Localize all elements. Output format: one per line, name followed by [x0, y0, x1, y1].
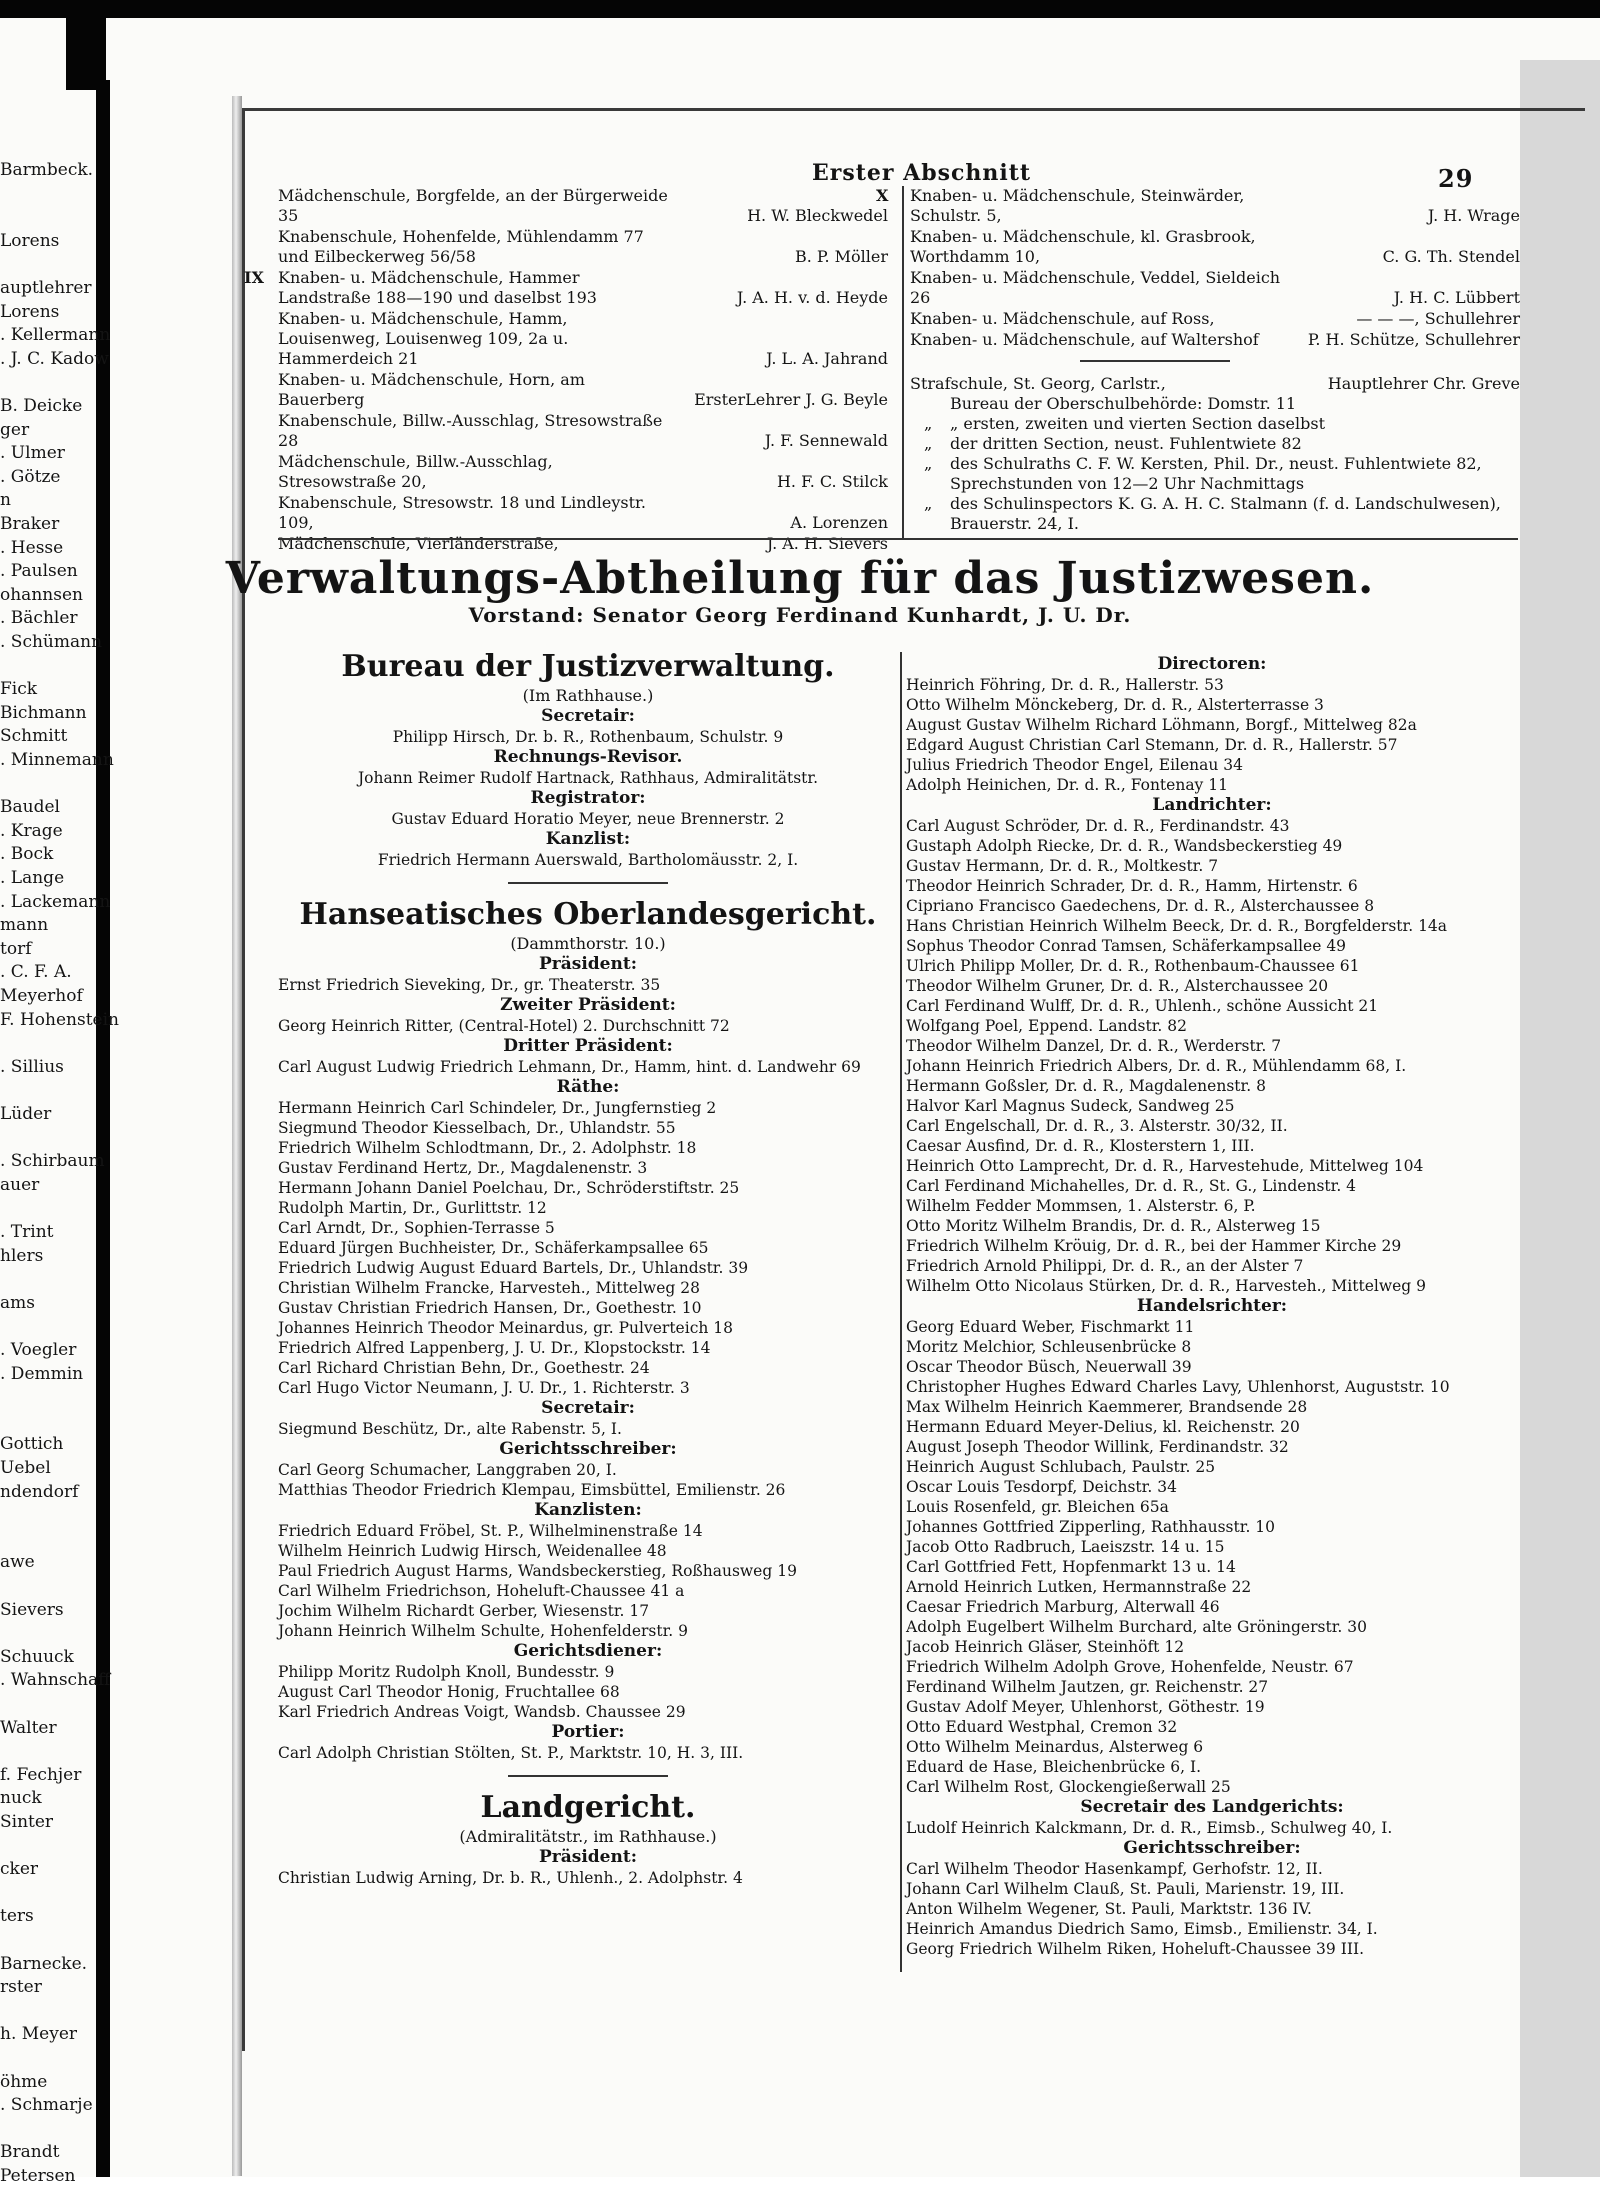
- strip-line: . Götze: [0, 466, 61, 487]
- person-entry: Friedrich Wilhelm Kröuig, Dr. d. R., bei der Hammer Kirche 29: [906, 1237, 1402, 1255]
- strip-line: . Ulmer: [0, 443, 65, 464]
- strip-line: . Minnemann: [0, 750, 114, 770]
- school-name: Knaben- u. Mädchenschule, Hammer Landstraße 188—190 und daselbst 193: [278, 268, 597, 307]
- person-entry: August Carl Theodor Honig, Fruchtallee 68: [278, 1683, 620, 1701]
- strip-line: Brandt: [0, 2142, 60, 2163]
- strip-line: rster: [0, 1977, 42, 1998]
- strip-line: h. Meyer: [0, 2024, 78, 2045]
- left-page-strip: [0, 160, 190, 2186]
- person-entry: Carl Ferdinand Wulff, Dr. d. R., Uhlenh., schöne Aussicht 21: [906, 997, 1379, 1015]
- person-entry: Johann Reimer Rudolf Hartnack, Rathhaus, Admiralitätstr.: [357, 769, 819, 787]
- person-entry: Johann Heinrich Wilhelm Schulte, Hohenfelderstr. 9: [278, 1622, 689, 1640]
- person-entry: Friedrich Wilhelm Schlodtmann, Dr., 2. Adolphstr. 18: [278, 1139, 697, 1157]
- school-entry: [278, 534, 888, 554]
- person-entry: Johannes Heinrich Theodor Meinardus, gr. Pulverteich 18: [278, 1319, 734, 1337]
- person-entry: Ferdinand Wilhelm Jautzen, gr. Reichenstr. 27: [906, 1678, 1269, 1696]
- strip-line: ger: [0, 419, 30, 440]
- person-entry: Carl August Ludwig Friedrich Lehmann, Dr., Hamm, hint. d. Landwehr 69: [278, 1058, 861, 1076]
- strip-line: öhme: [0, 2071, 48, 2092]
- person-entry: Louis Rosenfeld, gr. Bleichen 65a: [906, 1498, 1169, 1516]
- school-name: Knaben- u. Mädchenschule, Horn, am Bauerberg: [278, 370, 585, 409]
- person-entry: Hermann Johann Daniel Poelchau, Dr., Schröderstiftstr. 25: [278, 1179, 740, 1197]
- strip-line: Walter: [0, 1717, 57, 1738]
- person-entry: Georg Heinrich Ritter, (Central-Hotel) 2. Durchschnitt 72: [278, 1017, 730, 1035]
- strip-line: ams: [0, 1292, 35, 1313]
- strafschule-name: Strafschule, St. Georg, Carlstr.,: [910, 374, 1166, 393]
- strip-line: ndendorf: [0, 1481, 79, 1502]
- role-heading: Präsident:: [539, 1847, 637, 1867]
- divider: [508, 1775, 668, 1777]
- school-list-left: [244, 186, 888, 555]
- person-entry: Carl Richard Christian Behn, Dr., Goethestr. 24: [278, 1359, 650, 1377]
- bureau-text: des Schulinspectors K. G. A. H. C. Stalmann (f. d. Landschulwesen), Brauerstr. 24, I.: [950, 494, 1501, 533]
- strip-line: . Kellermann: [0, 325, 111, 346]
- person-entry: Gustav Eduard Horatio Meyer, neue Brennerstr. 2: [391, 810, 785, 828]
- strip-line: ters: [0, 1906, 34, 1927]
- person-entry: Philipp Moritz Rudolph Knoll, Bundesstr. 9: [278, 1663, 615, 1681]
- person-entry: Oscar Louis Tesdorpf, Deichstr. 34: [906, 1478, 1177, 1496]
- person-entry: Paul Friedrich August Harms, Wandsbeckerstieg, Roßhausweg 19: [278, 1562, 797, 1580]
- person-entry: Wolfgang Poel, Eppend. Landstr. 82: [906, 1017, 1188, 1035]
- strip-line: . Paulsen: [0, 561, 78, 582]
- person-entry: Carl Arndt, Dr., Sophien-Terrasse 5: [278, 1219, 555, 1237]
- strip-line: . Sillius: [0, 1056, 64, 1077]
- person-entry: August Joseph Theodor Willink, Ferdinandstr. 32: [906, 1438, 1289, 1456]
- bureau-line: [910, 494, 1520, 534]
- person-entry: Otto Moritz Wilhelm Brandis, Dr. d. R., Alsterweg 15: [906, 1217, 1321, 1235]
- teacher-name: J. A. H. v. d. Heyde: [736, 288, 888, 307]
- teacher-name: C. G. Th. Stendel: [1382, 247, 1520, 266]
- bureau-subtitle: (Im Rathhause.): [522, 686, 654, 705]
- person-entry: Heinrich Föhring, Dr. d. R., Hallerstr. 53: [906, 676, 1224, 694]
- strip-line: . C. F. A.: [0, 962, 72, 983]
- landgericht-subtitle: (Admiralitätstr., im Rathhause.): [459, 1827, 717, 1846]
- strip-line: Lüder: [0, 1104, 52, 1124]
- school-entry: [278, 411, 888, 451]
- strip-line: . J. C. Kadow: [0, 348, 109, 369]
- strip-line: auptlehrer: [0, 278, 92, 298]
- strip-line: . Hesse: [0, 537, 64, 558]
- person-entry: Hermann Eduard Meyer-Delius, kl. Reichenstr. 20: [906, 1418, 1300, 1436]
- role-heading: Directoren:: [1157, 654, 1267, 674]
- person-entry: Friedrich Hermann Auerswald, Bartholomäusstr. 2, I.: [377, 851, 799, 869]
- person-entry: Max Wilhelm Heinrich Kaemmerer, Brandsende 28: [906, 1398, 1308, 1416]
- ditto-mark: „: [924, 494, 933, 513]
- strafschule-entry: [910, 374, 1520, 394]
- page-number: 29: [1438, 164, 1474, 193]
- person-entry: Friedrich Eduard Fröbel, St. P., Wilhelminenstraße 14: [278, 1522, 703, 1540]
- page-fold: [232, 96, 242, 2176]
- strip-line: . Voegler: [0, 1340, 77, 1360]
- person-entry: Siegmund Theodor Kiesselbach, Dr., Uhlandstr. 55: [278, 1119, 676, 1137]
- person-entry: Ludolf Heinrich Kalckmann, Dr. d. R., Eimsb., Schulweg 40, I.: [906, 1819, 1393, 1837]
- strip-line: Barmbeck.: [0, 160, 94, 180]
- person-entry: Carl Gottfried Fett, Hopfenmarkt 13 u. 14: [906, 1558, 1236, 1576]
- strip-line: Fick: [0, 679, 38, 700]
- divider: [1080, 360, 1230, 362]
- right-column: [906, 654, 1518, 1959]
- person-entry: Philipp Hirsch, Dr. b. R., Rothenbaum, Schulstr. 9: [392, 728, 784, 746]
- person-entry: Otto Wilhelm Meinardus, Alsterweg 6: [906, 1738, 1204, 1756]
- main-title: Verwaltungs-Abtheilung für das Justizwesen.: [225, 553, 1375, 604]
- strip-line: . Wahnschaff: [0, 1670, 111, 1691]
- person-entry: Hermann Heinrich Carl Schindeler, Dr., Jungfernstieg 2: [278, 1099, 717, 1117]
- strip-line: . Schümann: [0, 632, 103, 652]
- person-entry: Heinrich August Schlubach, Paulstr. 25: [906, 1458, 1216, 1476]
- role-heading: Präsident:: [539, 954, 637, 974]
- person-entry: Wilhelm Otto Nicolaus Stürken, Dr. d. R., Harvesteh., Mittelweg 9: [906, 1277, 1426, 1295]
- person-entry: Anton Wilhelm Wegener, St. Pauli, Marktstr. 136 IV.: [906, 1900, 1312, 1918]
- role-heading: Handelsrichter:: [1136, 1296, 1288, 1316]
- person-entry: Edgard August Christian Carl Stemann, Dr. d. R., Hallerstr. 57: [906, 736, 1398, 754]
- strip-line: Baudel: [0, 797, 60, 818]
- person-entry: Christopher Hughes Edward Charles Lavy, Uhlenhorst, Auguststr. 10: [906, 1378, 1450, 1396]
- teacher-name: J. H. C. Lübbert: [1393, 288, 1520, 307]
- ditto-mark: „: [924, 454, 933, 473]
- school-entry: [910, 330, 1520, 350]
- vorstand-line: Vorstand: Senator Georg Ferdinand Kunhardt, J. U. Dr.: [468, 603, 1132, 627]
- person-entry: Otto Eduard Westphal, Cremon 32: [906, 1718, 1178, 1736]
- person-entry: Carl Wilhelm Rost, Glockengießerwall 25: [906, 1778, 1231, 1796]
- person-entry: Friedrich Wilhelm Adolph Grove, Hohenfelde, Neustr. 67: [906, 1658, 1354, 1676]
- bureau-groups: [278, 706, 898, 870]
- person-entry: Carl Wilhelm Theodor Hasenkampf, Gerhofstr. 12, II.: [906, 1860, 1323, 1878]
- person-entry: Jacob Heinrich Gläser, Steinhöft 12: [906, 1638, 1185, 1656]
- person-entry: Gustaph Adolph Riecke, Dr. d. R., Wandsbeckerstieg 49: [906, 837, 1343, 855]
- role-heading: Secretair:: [541, 706, 635, 726]
- person-entry: Johann Heinrich Friedrich Albers, Dr. d. R., Mühlendamm 68, I.: [906, 1057, 1407, 1075]
- teacher-name: J. H. Wrage: [1427, 206, 1520, 225]
- strip-line: B. Deicke: [0, 396, 83, 416]
- school-entry: [278, 452, 888, 492]
- school-name: Knaben- u. Mädchenschule, Steinwärder, Schulstr. 5,: [910, 186, 1245, 225]
- school-entry: [278, 227, 888, 267]
- role-heading: Gerichtsschreiber:: [1123, 1838, 1301, 1858]
- person-entry: Friedrich Ludwig August Eduard Bartels, Dr., Uhlandstr. 39: [278, 1259, 749, 1277]
- bureau-line: [910, 434, 1520, 454]
- person-entry: Wilhelm Fedder Mommsen, 1. Alsterstr. 6, P.: [906, 1197, 1256, 1215]
- left-column: [278, 648, 898, 1888]
- school-name: Mädchenschule, Borgfelde, an der Bürgerweide 35: [278, 186, 668, 225]
- ditto-mark: „: [924, 434, 933, 453]
- school-list-right: [876, 186, 1520, 534]
- school-entry: [278, 493, 888, 533]
- strip-line: torf: [0, 938, 32, 959]
- district-number: IX: [244, 268, 264, 287]
- bureau-title: Bureau der Justizverwaltung.: [341, 649, 835, 684]
- role-heading: Landrichter:: [1152, 795, 1272, 815]
- bureau-oberschulbehoerde: [910, 394, 1520, 534]
- person-entry: Carl Adolph Christian Stölten, St. P., Marktstr. 10, H. 3, III.: [278, 1744, 744, 1762]
- role-heading: Zweiter Präsident:: [500, 995, 676, 1015]
- person-entry: Georg Eduard Weber, Fischmarkt 11: [906, 1318, 1195, 1336]
- strip-line: Lorens: [0, 230, 60, 251]
- role-heading: Secretair des Landgerichts:: [1080, 1797, 1344, 1817]
- strip-line: n: [0, 490, 11, 511]
- person-entry: Siegmund Beschütz, Dr., alte Rabenstr. 5, I.: [278, 1420, 622, 1438]
- strip-line: Braker: [0, 514, 60, 534]
- person-entry: Heinrich Otto Lamprecht, Dr. d. R., Harvestehude, Mittelweg 104: [906, 1157, 1424, 1175]
- strip-line: . Bock: [0, 844, 54, 865]
- bureau-line: [910, 394, 1520, 414]
- teacher-name: — — —, Schullehrer: [1356, 309, 1520, 328]
- strip-line: Petersen: [0, 2166, 76, 2186]
- olg-subtitle: (Dammthorstr. 10.): [510, 934, 666, 953]
- strip-line: awe: [0, 1552, 35, 1573]
- person-entry: Johann Carl Wilhelm Clauß, St. Pauli, Marienstr. 19, III.: [906, 1880, 1345, 1898]
- section-rule: [278, 538, 1518, 540]
- strip-line: Uebel: [0, 1458, 51, 1478]
- teacher-name: H. F. C. Stilck: [776, 472, 888, 491]
- strip-line: . Lange: [0, 868, 65, 888]
- strip-line: hlers: [0, 1245, 44, 1266]
- person-entry: Theodor Heinrich Schrader, Dr. d. R., Hamm, Hirtenstr. 6: [906, 877, 1358, 895]
- person-entry: Carl Georg Schumacher, Langgraben 20, I.: [278, 1461, 617, 1479]
- person-entry: Friedrich Alfred Lappenberg, J. U. Dr., Klopstockstr. 14: [278, 1339, 711, 1357]
- person-entry: August Gustav Wilhelm Richard Löhmann, Borgf., Mittelweg 82a: [906, 716, 1417, 734]
- strip-line: Bichmann: [0, 702, 87, 723]
- person-entry: Gustav Ferdinand Hertz, Dr., Magdalenenstr. 3: [278, 1159, 648, 1177]
- ditto-mark: „: [924, 414, 933, 433]
- school-name: Knaben- u. Mädchenschule, auf Ross,: [910, 309, 1215, 328]
- strip-line: . Demmin: [0, 1363, 84, 1384]
- person-entry: Carl Hugo Victor Neumann, J. U. Dr., 1. Richterstr. 3: [278, 1379, 690, 1397]
- person-entry: Jacob Otto Radbruch, Laeiszstr. 14 u. 15: [906, 1538, 1225, 1556]
- strip-line: ohannsen: [0, 584, 83, 605]
- strip-line: Barnecke.: [0, 1953, 88, 1974]
- olg-title: Hanseatisches Oberlandesgericht.: [299, 897, 877, 932]
- teacher-name: ErsterLehrer J. G. Beyle: [694, 390, 888, 409]
- person-entry: Jochim Wilhelm Richardt Gerber, Wiesenstr. 17: [278, 1602, 650, 1620]
- strip-line: Lorens: [0, 301, 60, 322]
- bureau-line: [910, 454, 1520, 494]
- school-entry: [910, 309, 1520, 329]
- person-entry: Moritz Melchior, Schleusenbrücke 8: [906, 1338, 1192, 1356]
- bureau-text: Bureau der Oberschulbehörde: Domstr. 11: [950, 394, 1297, 413]
- strip-line: . Krage: [0, 820, 63, 841]
- strip-line: f. Fechjer: [0, 1764, 82, 1785]
- strip-line: Schuuck: [0, 1646, 74, 1667]
- role-heading: Kanzlist:: [545, 829, 631, 849]
- person-entry: Ernst Friedrich Sieveking, Dr., gr. Theaterstr. 35: [278, 976, 661, 994]
- strip-line: nuck: [0, 1788, 42, 1809]
- strafschule-teacher: Hauptlehrer Chr. Greve: [1327, 374, 1520, 393]
- school-entry: [244, 268, 888, 308]
- school-entry: [910, 227, 1520, 267]
- teacher-name: B. P. Möller: [795, 247, 888, 266]
- strip-line: auer: [0, 1174, 40, 1195]
- strip-line: F. Hohenstein: [0, 1009, 119, 1030]
- school-entry: [278, 370, 888, 410]
- school-name: Mädchenschule, Billw.-Ausschlag, Stresowstraße 20,: [278, 452, 553, 491]
- strip-line: . Schirbaum: [0, 1151, 105, 1172]
- role-heading: Registrator:: [530, 788, 646, 808]
- school-name: Knaben- u. Mädchenschule, Veddel, Sieldeich 26: [910, 268, 1281, 307]
- teacher-name: P. H. Schütze, Schullehrer: [1307, 330, 1520, 349]
- person-entry: Sophus Theodor Conrad Tamsen, Schäferkampsallee 49: [906, 937, 1347, 955]
- person-entry: Rudolph Martin, Dr., Gurlittstr. 12: [278, 1199, 547, 1217]
- page-header: Erster Abschnitt: [812, 160, 1032, 186]
- person-entry: Hermann Goßsler, Dr. d. R., Magdalenenstr. 8: [906, 1077, 1266, 1095]
- strip-line: . Schmarje: [0, 2095, 93, 2116]
- person-entry: Georg Friedrich Wilhelm Riken, Hoheluft-Chaussee 39 III.: [906, 1940, 1364, 1958]
- role-heading: Rechnungs-Revisor.: [493, 747, 683, 767]
- person-entry: Heinrich Amandus Diedrich Samo, Eimsb., Emilienstr. 34, I.: [906, 1920, 1378, 1938]
- column-rule-top: [902, 186, 904, 538]
- person-entry: Carl Ferdinand Michahelles, Dr. d. R., St. G., Lindenstr. 4: [906, 1177, 1357, 1195]
- person-entry: Gustav Adolf Meyer, Uhlenhorst, Göthestr. 19: [906, 1698, 1265, 1716]
- bureau-text: des Schulraths C. F. W. Kersten, Phil. Dr., neust. Fuhlentwiete 82, Sprechstunden von 12—2 Uhr Nachmittags: [950, 454, 1482, 493]
- person-entry: Caesar Friedrich Marburg, Alterwall 46: [906, 1598, 1220, 1616]
- person-entry: Ulrich Philipp Moller, Dr. d. R., Rothenbaum-Chaussee 61: [906, 957, 1360, 975]
- olg-groups: [278, 954, 898, 1763]
- school-name: Knabenschule, Billw.-Ausschlag, Stresowstraße 28: [278, 411, 663, 450]
- teacher-name: J. L. A. Jahrand: [766, 349, 888, 368]
- teacher-name: H. W. Bleckwedel: [747, 206, 888, 225]
- strip-line: Gottich: [0, 1434, 64, 1455]
- person-entry: Gustav Christian Friedrich Hansen, Dr., Goethestr. 10: [278, 1299, 702, 1317]
- strip-line: . Lackemann: [0, 891, 111, 912]
- school-name: Knaben- u. Mädchenschule, auf Waltershof: [910, 330, 1259, 349]
- person-entry: Adolph Heinichen, Dr. d. R., Fontenay 11: [906, 776, 1228, 794]
- person-entry: Theodor Wilhelm Danzel, Dr. d. R., Werderstr. 7: [906, 1037, 1282, 1055]
- person-entry: Eduard Jürgen Buchheister, Dr., Schäferkampsallee 65: [278, 1239, 709, 1257]
- district-number: X: [876, 186, 889, 205]
- person-entry: Matthias Theodor Friedrich Klempau, Eimsbüttel, Emilienstr. 26: [278, 1481, 786, 1499]
- bureau-text: „ ersten, zweiten und vierten Section daselbst: [950, 414, 1325, 433]
- person-entry: Friedrich Arnold Philippi, Dr. d. R., an der Alster 7: [906, 1257, 1304, 1275]
- school-entry: [910, 268, 1520, 308]
- strip-line: cker: [0, 1859, 39, 1880]
- strip-line: Schmitt: [0, 726, 68, 747]
- strip-line: . Trint: [0, 1222, 54, 1242]
- person-entry: Carl August Schröder, Dr. d. R., Ferdinandstr. 43: [906, 817, 1290, 835]
- person-entry: Arnold Heinrich Lutken, Hermannstraße 22: [906, 1578, 1252, 1596]
- bureau-text: der dritten Section, neust. Fuhlentwiete 82: [950, 434, 1302, 453]
- teacher-name: J. A. H. Sievers: [766, 534, 888, 553]
- person-entry: Oscar Theodor Büsch, Neuerwall 39: [906, 1358, 1192, 1376]
- person-entry: Carl Engelschall, Dr. d. R., 3. Alsterstr. 30/32, II.: [906, 1117, 1288, 1135]
- school-entry: [876, 186, 1520, 226]
- scan-edge-topbar: [0, 0, 1600, 18]
- landgericht-title: Landgericht.: [480, 1790, 696, 1825]
- school-name: Knaben- u. Mädchenschule, Hamm, Louisenweg, Louisenweg 109, 2a u. Hammerdeich 21: [278, 309, 569, 368]
- teacher-name: J. F. Sennewald: [764, 431, 888, 450]
- role-heading: Secretair:: [541, 1398, 635, 1418]
- person-entry: Christian Wilhelm Francke, Harvesteh., Mittelweg 28: [278, 1279, 700, 1297]
- person-entry: Karl Friedrich Andreas Voigt, Wandsb. Chaussee 29: [278, 1703, 686, 1721]
- role-heading: Portier:: [551, 1722, 625, 1742]
- person-entry: Hans Christian Heinrich Wilhelm Beeck, Dr. d. R., Borgfelderstr. 14a: [906, 917, 1448, 935]
- strip-line: Sinter: [0, 1812, 54, 1832]
- person-entry: Wilhelm Heinrich Ludwig Hirsch, Weidenallee 48: [278, 1542, 667, 1560]
- strip-line: mann: [0, 915, 49, 936]
- teacher-name: A. Lorenzen: [790, 513, 888, 532]
- person-entry: Johannes Gottfried Zipperling, Rathhausstr. 10: [906, 1518, 1276, 1536]
- landgericht-groups: [278, 1847, 898, 1888]
- person-entry: Theodor Wilhelm Gruner, Dr. d. R., Alsterchaussee 20: [906, 977, 1329, 995]
- person-entry: Cipriano Francisco Gaedechens, Dr. d. R., Alsterchaussee 8: [906, 897, 1375, 915]
- person-entry: Otto Wilhelm Mönckeberg, Dr. d. R., Alsterterrasse 3: [906, 696, 1324, 714]
- school-entry: [278, 309, 888, 369]
- bureau-line: [910, 414, 1520, 434]
- role-heading: Räthe:: [556, 1077, 620, 1097]
- person-entry: Eduard de Hase, Bleichenbrücke 6, I.: [906, 1758, 1202, 1776]
- person-entry: Caesar Ausfind, Dr. d. R., Klosterstern 1, III.: [906, 1137, 1255, 1155]
- person-entry: Christian Ludwig Arning, Dr. b. R., Uhlenh., 2. Adolphstr. 4: [278, 1869, 743, 1887]
- role-heading: Gerichtsschreiber:: [499, 1439, 677, 1459]
- role-heading: Dritter Präsident:: [503, 1036, 673, 1056]
- person-entry: Julius Friedrich Theodor Engel, Eilenau 34: [906, 756, 1244, 774]
- column-rule-main: [900, 652, 902, 1972]
- role-heading: Kanzlisten:: [534, 1500, 642, 1520]
- person-entry: Gustav Hermann, Dr. d. R., Moltkestr. 7: [906, 857, 1219, 875]
- strip-line: Sievers: [0, 1599, 64, 1620]
- divider: [508, 882, 668, 884]
- strip-line: Meyerhof: [0, 986, 83, 1006]
- landgericht-members: [906, 654, 1518, 1959]
- school-name: Knabenschule, Stresowstr. 18 und Lindleystr. 109,: [278, 493, 647, 532]
- school-name: Mädchenschule, Vierländerstraße,: [278, 534, 559, 553]
- person-entry: Adolph Eugelbert Wilhelm Burchard, alte Gröningerstr. 30: [906, 1618, 1367, 1636]
- school-list-right-entries: [876, 186, 1520, 350]
- role-heading: Gerichtsdiener:: [513, 1641, 663, 1661]
- person-entry: Carl Wilhelm Friedrichson, Hoheluft-Chaussee 41 a: [278, 1582, 685, 1600]
- school-name: Knabenschule, Hohenfelde, Mühlendamm 77 und Eilbeckerweg 56/58: [278, 227, 644, 266]
- school-name: Knaben- u. Mädchenschule, kl. Grasbrook, Worthdamm 10,: [910, 227, 1256, 266]
- school-entry: [278, 186, 888, 226]
- strip-line: . Bächler: [0, 608, 78, 629]
- person-entry: Halvor Karl Magnus Sudeck, Sandweg 25: [906, 1097, 1235, 1115]
